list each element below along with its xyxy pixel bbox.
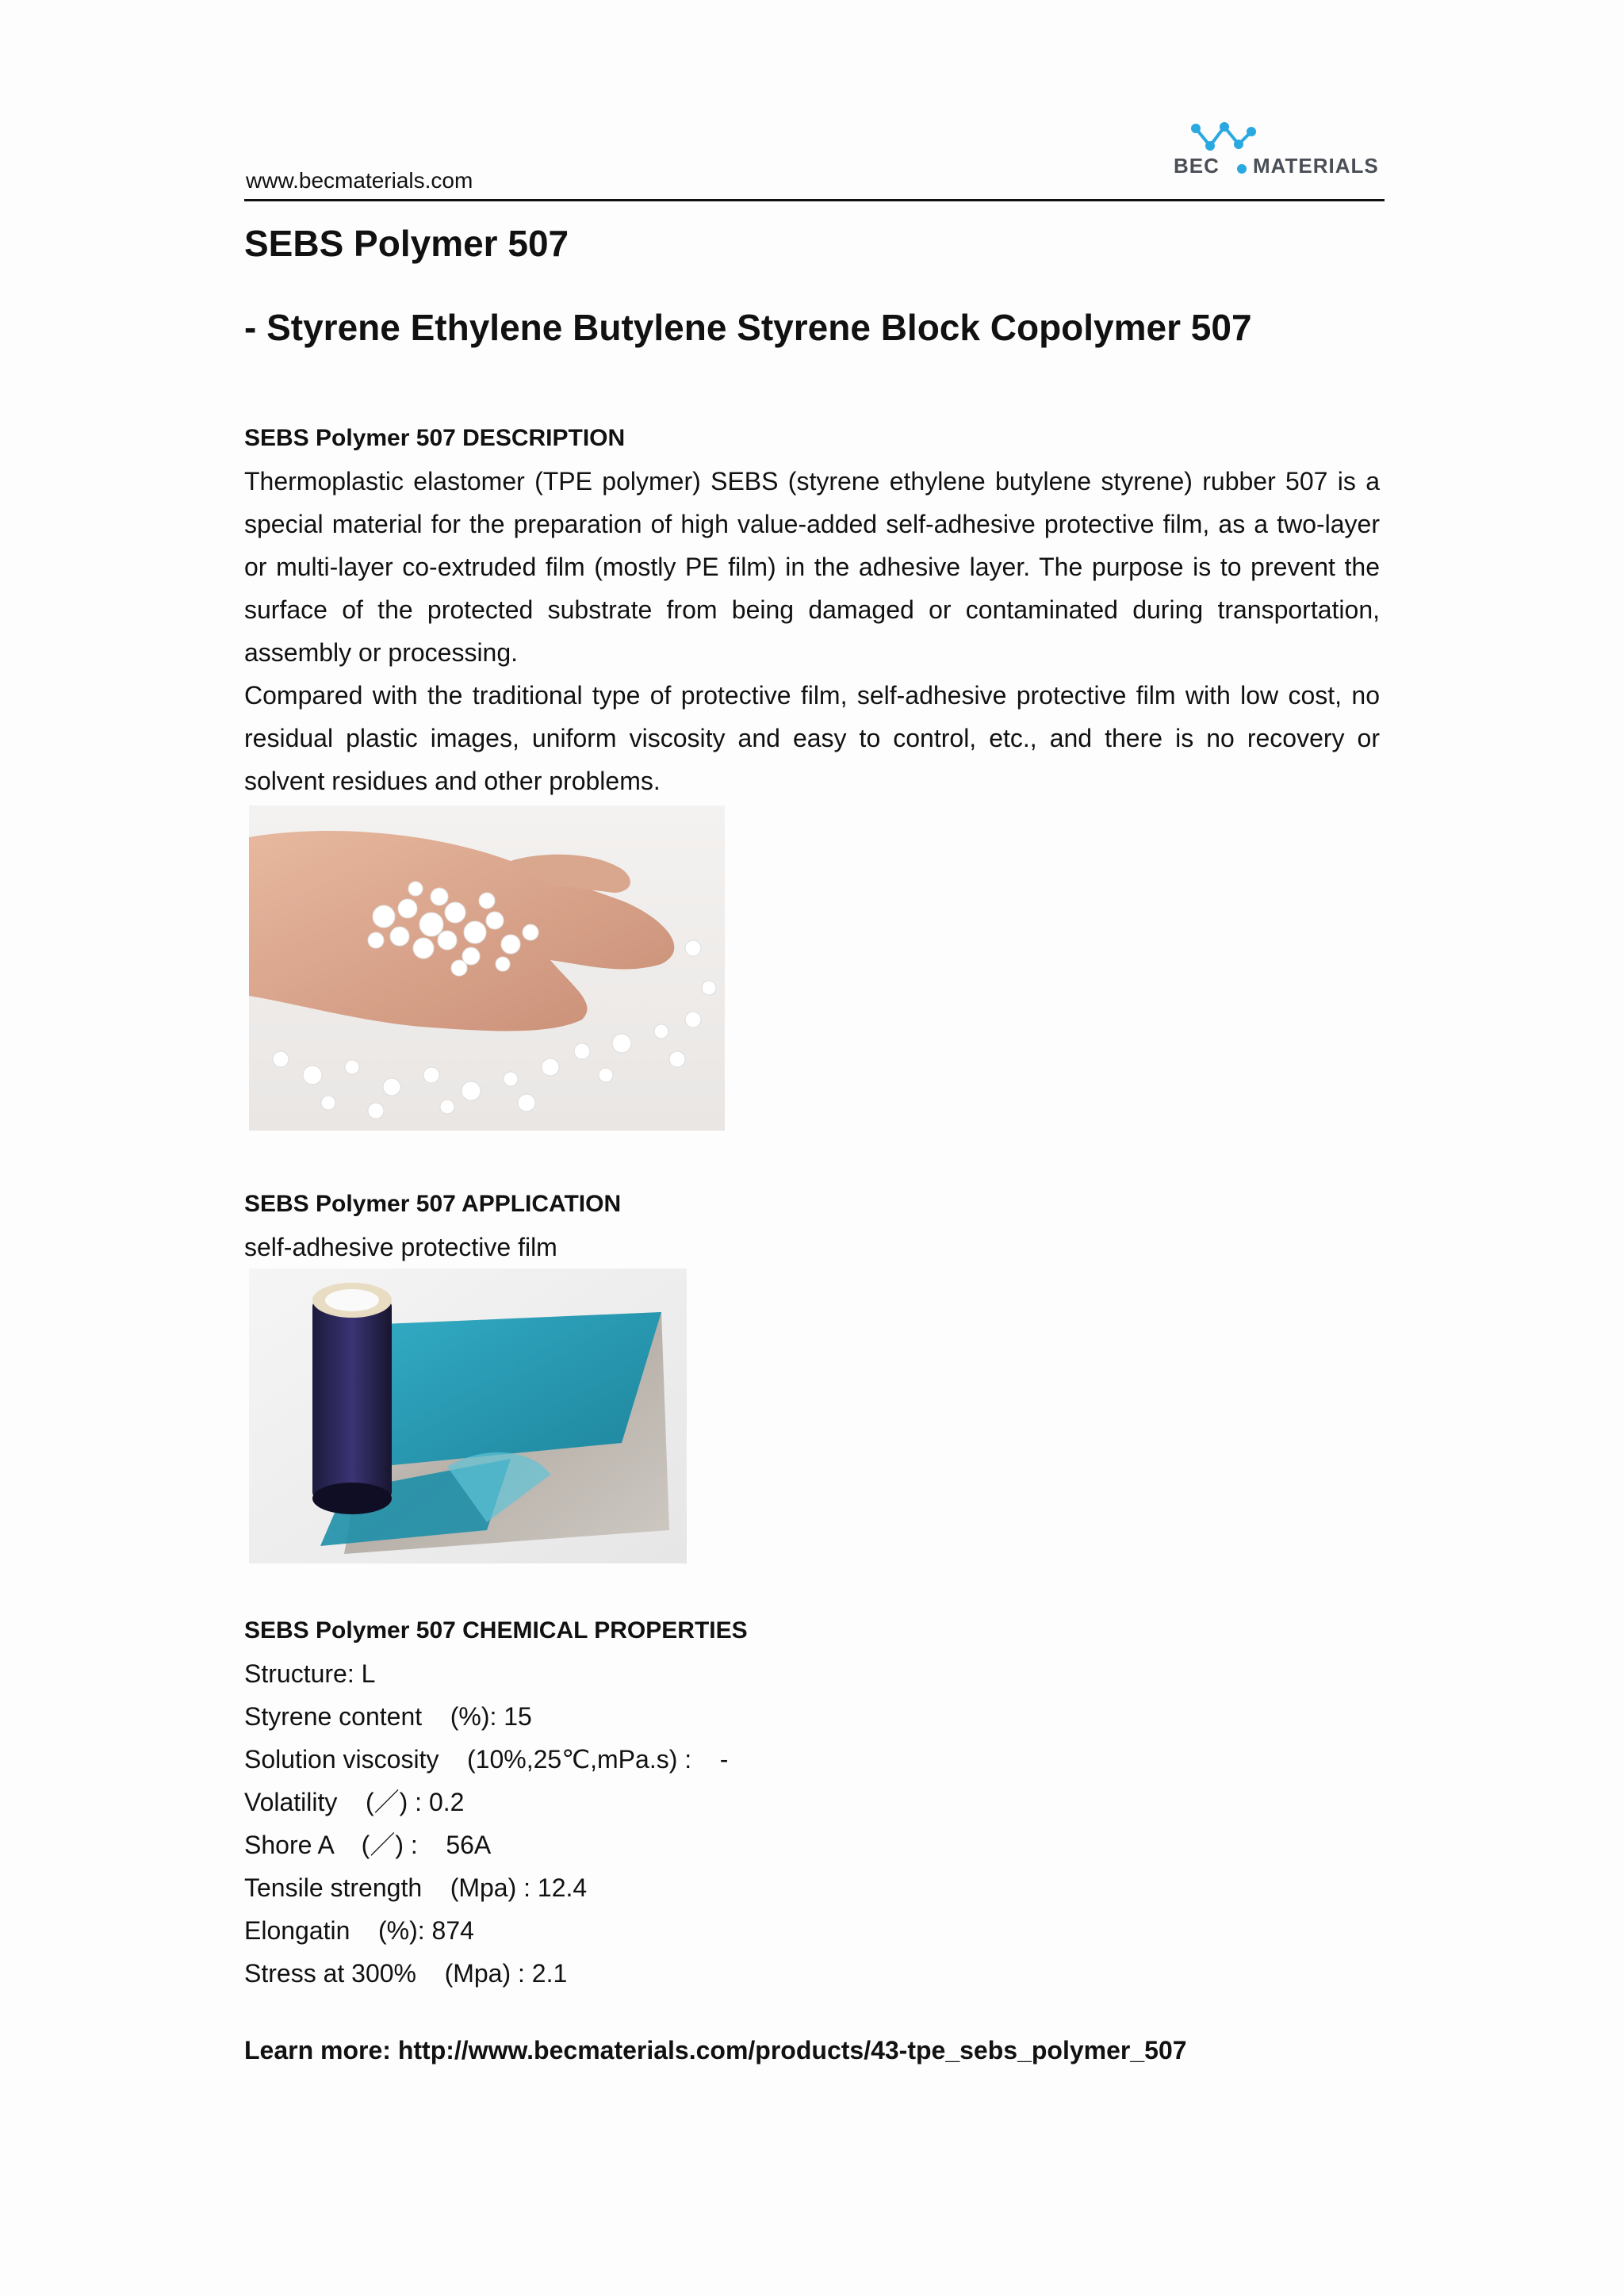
description-heading: SEBS Polymer 507 DESCRIPTION [244,425,626,451]
property-structure: Structure: L [244,1659,376,1688]
sebs-pellets-photo [249,806,725,1131]
application-heading: SEBS Polymer 507 APPLICATION [244,1191,622,1217]
property-volatility: Volatility (／) : 0.2 [244,1788,465,1816]
logo-text-bec: BEC [1174,154,1220,178]
header-divider [244,199,1385,201]
logo-text-materials: MATERIALS [1253,154,1379,178]
page-subtitle: - Styrene Ethylene Butylene Styrene Block Copolymer 507 [244,307,1252,348]
header-url[interactable]: www.becmaterials.com [246,168,473,193]
properties-heading: SEBS Polymer 507 CHEMICAL PROPERTIES [244,1617,748,1644]
learn-more-url[interactable]: Learn more: http://www.becmaterials.com/products/43-tpe_sebs_polymer_507 [244,2036,1187,2064]
page-title: SEBS Polymer 507 [244,223,569,264]
property-styrene-content: Styrene content (%): 15 [244,1702,532,1731]
property-solution-viscosity: Solution viscosity (10%,25℃,mPa.s) : - [244,1745,729,1774]
property-shore-a: Shore A (／) : 56A [244,1831,492,1859]
property-stress-300: Stress at 300% (Mpa) : 2.1 [244,1959,568,1988]
bec-materials-logo[interactable] [1172,119,1386,182]
description-paragraph-2: Compared with the traditional type of protective film, self-adhesive protective film with low cost, no residual plastic images, uniform viscosity and easy to control, etc., and there is no recovery or solvent residues and other problems. [244,681,1380,795]
application-text: self-adhesive protective film [244,1233,557,1261]
property-elongation: Elongatin (%): 874 [244,1916,474,1945]
application-section [244,1183,1380,1269]
protective-film-photo [249,1269,687,1563]
property-tensile-strength: Tensile strength (Mpa) : 12.4 [244,1873,588,1902]
description-section [244,417,1380,802]
molecule-logo-icon [1172,119,1386,155]
properties-section [244,1609,1380,1995]
description-paragraph-1: Thermoplastic elastomer (TPE polymer) SEBS (styrene ethylene butylene styrene) rubber 507 is a special material for the preparation of high value-added self-adhesive protective film, as a two-layer or multi-layer co-extruded film (mostly PE film) in the adhesive layer. The purpose is to prevent the surface of the protected substrate from being damaged or contaminated during transportation, assembly or processing. [244,467,1380,667]
learn-more-link[interactable] [244,2036,1187,2065]
